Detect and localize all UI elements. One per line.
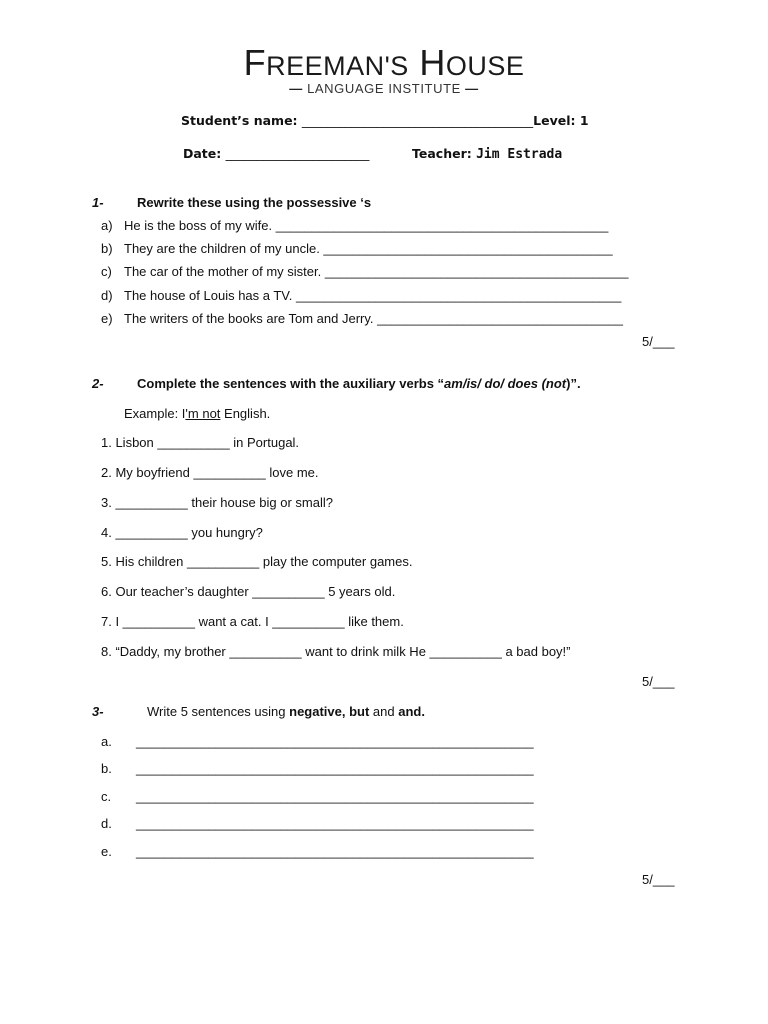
- date-row: [183, 146, 369, 161]
- list-item: [101, 218, 113, 233]
- date-label: Date:: [183, 146, 226, 161]
- write-line-b[interactable]: _______________________________________________________: [136, 761, 534, 776]
- subtitle-dash-right: —: [465, 81, 479, 96]
- teacher-name: Jim Estrada: [476, 147, 563, 162]
- item-marker: c): [101, 264, 112, 279]
- sentence-marker-d: d.: [101, 816, 112, 831]
- sentence-item-4[interactable]: 4. __________ you hungry?: [101, 525, 263, 540]
- list-item: [101, 288, 113, 303]
- subtitle-text: LANGUAGE INSTITUTE: [307, 81, 461, 96]
- section-3-score: 5/___: [642, 872, 675, 887]
- list-item: [101, 241, 113, 256]
- rewrite-item-e[interactable]: The writers of the books are Tom and Jerry. __________________________________: [124, 311, 623, 326]
- example-answer: 'm not: [185, 406, 221, 421]
- title-word-freemans: REEMAN'S: [266, 51, 409, 81]
- example-suffix: English.: [220, 406, 271, 421]
- date-field[interactable]: _______________________: [225, 146, 370, 161]
- section-3-title: [147, 704, 425, 719]
- title-initial-h: H: [419, 42, 446, 83]
- section-1-title: Rewrite these using the possessive ‘s: [137, 195, 372, 210]
- institute-title: [0, 42, 768, 84]
- teacher-row: [412, 146, 562, 162]
- sentence-item-5[interactable]: 5. His children __________ play the computer games.: [101, 554, 413, 569]
- write-line-e[interactable]: _______________________________________________________: [136, 844, 534, 859]
- rewrite-item-a[interactable]: He is the boss of my wife. ______________________________________________: [124, 218, 609, 233]
- teacher-label: Teacher:: [412, 146, 477, 161]
- section-2-number: 2-: [92, 376, 104, 391]
- title-initial-f: F: [243, 42, 267, 83]
- list-item: [101, 311, 113, 326]
- level-label: Level: 1: [533, 113, 589, 128]
- sentence-item-8[interactable]: 8. “Daddy, my brother __________ want to drink milk He __________ a bad boy!”: [101, 644, 571, 659]
- section-3-title-bold-1: negative, but: [289, 704, 370, 719]
- section-3-title-bold-2: and.: [398, 704, 425, 719]
- item-marker: d): [101, 288, 113, 303]
- sentence-item-2[interactable]: 2. My boyfriend __________ love me.: [101, 465, 319, 480]
- item-marker: e): [101, 311, 113, 326]
- write-line-d[interactable]: _______________________________________________________: [136, 816, 534, 831]
- subtitle-dash-left: —: [289, 81, 303, 96]
- section-1-score: 5/___: [642, 334, 675, 349]
- rewrite-item-b[interactable]: They are the children of my uncle. ________________________________________: [124, 241, 613, 256]
- section-2-title-end: )”.: [566, 376, 581, 391]
- section-1-number: 1-: [92, 195, 104, 210]
- sentence-item-6[interactable]: 6. Our teacher’s daughter __________ 5 years old.: [101, 584, 396, 599]
- student-name-field[interactable]: _____________________________________: [301, 113, 534, 128]
- sentence-marker-a: a.: [101, 734, 112, 749]
- sentence-marker-e: e.: [101, 844, 112, 859]
- list-item: [101, 264, 112, 279]
- write-line-a[interactable]: _______________________________________________________: [136, 734, 534, 749]
- section-2-title: [137, 376, 581, 391]
- rewrite-item-c[interactable]: The car of the mother of my sister. __________________________________________: [124, 264, 629, 279]
- student-name-label: Student’s name:: [181, 113, 302, 128]
- item-marker: a): [101, 218, 113, 233]
- sentence-item-3[interactable]: 3. __________ their house big or small?: [101, 495, 333, 510]
- section-2-example: [124, 406, 270, 421]
- example-prefix: Example: I: [124, 406, 186, 421]
- title-word-house: OUSE: [445, 51, 525, 81]
- sentence-marker-c: c.: [101, 789, 112, 804]
- section-3-title-mid: and: [369, 704, 399, 719]
- section-3-number: 3-: [92, 704, 104, 719]
- section-3-title-text: Write 5 sentences using: [147, 704, 290, 719]
- institute-subtitle: [0, 81, 768, 96]
- student-name-row: [181, 113, 589, 128]
- section-2-score: 5/___: [642, 674, 675, 689]
- sentence-marker-b: b.: [101, 761, 112, 776]
- section-2-title-verbs: am/is/ do/ does (not: [444, 376, 567, 391]
- sentence-item-1[interactable]: 1. Lisbon __________ in Portugal.: [101, 435, 300, 450]
- sentence-item-7[interactable]: 7. I __________ want a cat. I __________ like them.: [101, 614, 404, 629]
- item-marker: b): [101, 241, 113, 256]
- section-2-title-text: Complete the sentences with the auxiliary verbs “: [137, 376, 445, 391]
- rewrite-item-d[interactable]: The house of Louis has a TV. _____________________________________________: [124, 288, 622, 303]
- write-line-c[interactable]: _______________________________________________________: [136, 789, 534, 804]
